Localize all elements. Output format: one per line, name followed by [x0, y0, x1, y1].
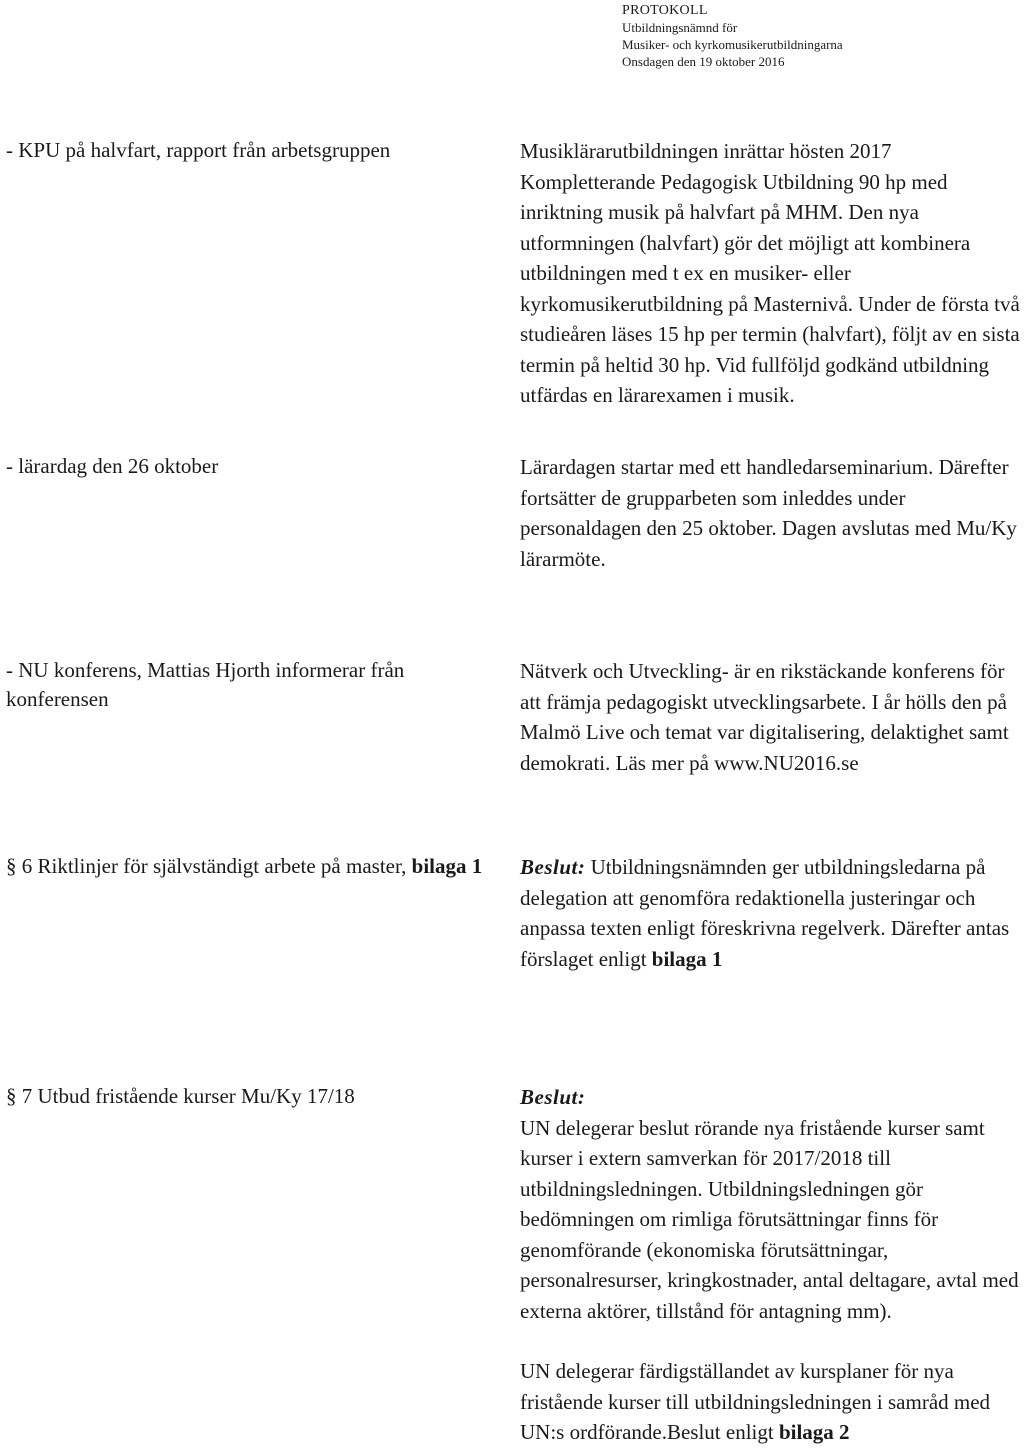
decision-label: Beslut: — [520, 855, 586, 879]
decision-text: UN delegerar beslut rörande nya fristående kurser samt kurser i extern samverkan för 2017/2018 till utbildningsledningen. Utbildningsledningen gör bedömningen om rimliga förutsättningar finns för genomförande (ekonomiska förutsättningar, personalresurser, kringkostnader, antal deltagare, avtal med externa aktörer, tillstånd för antagning mm). — [520, 1115, 1019, 1323]
program-name: Musiker- och kyrkomusikerutbildningarna — [622, 37, 843, 52]
topic-text: § 6 Riktlinjer för självständigt arbete på master, — [6, 854, 407, 878]
document-header — [622, 2, 843, 70]
notes-text: Lärardagen startar med ett handledarseminarium. Därefter fortsätter de grupparbeten som inleddes under personaldagen den 25 oktober. Dagen avslutas med Mu/Ky lärarmöte. — [520, 455, 1017, 571]
topic-text: § 7 Utbud fristående kurser Mu/Ky 17/18 — [6, 1084, 355, 1108]
agenda-topic — [6, 656, 484, 714]
paragraph-gap — [520, 1326, 1024, 1356]
attachment-reference: bilaga 1 — [411, 854, 483, 878]
attachment-reference: bilaga 1 — [651, 946, 723, 971]
agenda-notes — [520, 656, 1024, 778]
agenda-notes — [520, 136, 1024, 411]
agenda-decision — [520, 852, 1024, 974]
committee-name: Utbildningsnämnd för — [622, 20, 738, 35]
agenda-topic — [6, 1082, 484, 1111]
topic-text: - lärardag den 26 oktober — [6, 454, 219, 478]
meeting-date: Onsdagen den 19 oktober 2016 — [622, 54, 785, 69]
decision-label: Beslut: — [520, 1085, 586, 1109]
decision-text: Utbildningsnämnden ger utbildningsledarna på delegation att genomföra redaktionella justeringar och anpassa texten enligt föreskrivna regelverk. Därefter antas förslaget enligt — [520, 855, 1010, 971]
agenda-topic — [6, 852, 484, 881]
topic-text: - KPU på halvfart, rapport från arbetsgruppen — [6, 138, 391, 162]
notes-text: Musiklärarutbildningen inrättar hösten 2017 Kompletterande Pedagogisk Utbildning 90 hp med inriktning musik på halvfart på MHM. Den nya utformningen (halvfart) gör det möjligt att kombinera utbildningen med t ex en musiker- eller kyrkomusikerutbildning på Masternivå. Under de första två studieåren läses 15 hp per termin (halvfart), följt av en sista termin på heltid 30 hp. Vid fullföljd godkänd utbildning utfärdas en lärarexamen i musik. — [520, 139, 1020, 407]
agenda-topic — [6, 452, 484, 481]
agenda-topic — [6, 136, 484, 165]
document-type: PROTOKOLL — [622, 3, 708, 18]
attachment-reference: bilaga 2 — [778, 1420, 850, 1444]
agenda-decision — [520, 1082, 1024, 1448]
notes-text: Nätverk och Utveckling- är en rikstäckande konferens för att främja pedagogiskt utvecklingsarbete. I år hölls den på Malmö Live och temat var digitalisering, delaktighet samt demokrati. Läs mer på www.NU2016.se — [520, 659, 1009, 775]
topic-text: - NU konferens, Mattias Hjorth informerar från konferensen — [6, 658, 405, 711]
agenda-notes — [520, 452, 1024, 574]
decision-text-2: UN delegerar färdigställandet av kursplaner för nya fristående kurser till utbildningsledningen i samråd med UN:s ordförande.Beslut enligt — [520, 1359, 991, 1444]
